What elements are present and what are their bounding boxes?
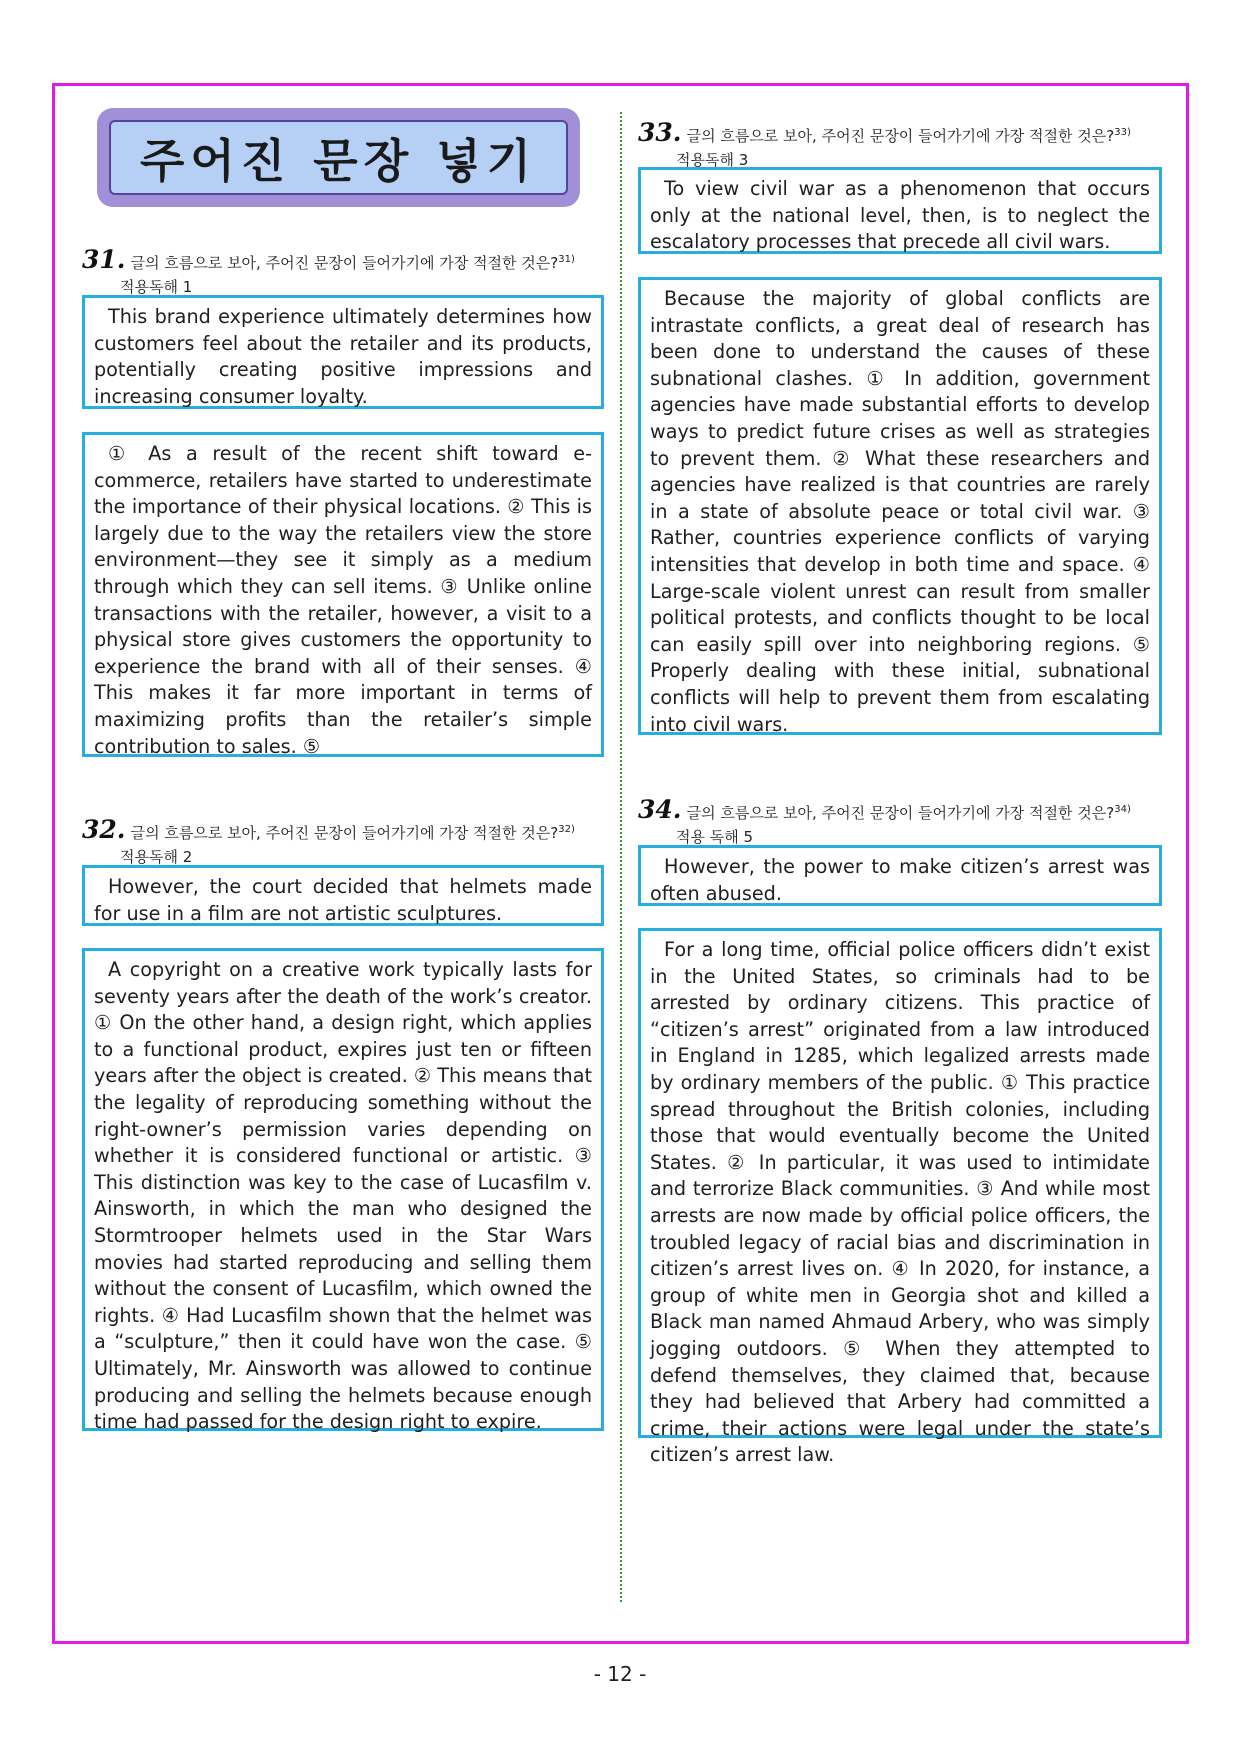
- given-sentence-box: [638, 845, 1162, 906]
- passage-box: [82, 432, 604, 757]
- question-source: 적용독해 2: [120, 848, 193, 866]
- question-number: 32.: [82, 815, 126, 844]
- section-title: 주어진 문장 넣기: [109, 120, 568, 195]
- question-prompt: 글의 흐름으로 보아, 주어진 문장이 들어가기에 가장 적절한 것은?$^{33)}$: [686, 127, 1131, 145]
- question-number: 34.: [638, 795, 682, 824]
- question-34-header: [638, 795, 1131, 847]
- question-33-header: [638, 118, 1131, 170]
- question-prompt: 글의 흐름으로 보아, 주어진 문장이 들어가기에 가장 적절한 것은?$^{31)}$: [130, 254, 575, 272]
- given-sentence-box: [638, 167, 1162, 254]
- given-sentence: This brand experience ultimately determines how customers feel about the retailer and its products, potentially creating positive impressions and increasing consumer loyalty.: [94, 305, 592, 408]
- question-32-header: [82, 815, 575, 867]
- given-sentence: However, the court decided that helmets made for use in a film are not artistic sculptures.: [94, 875, 592, 925]
- question-source: 적용 독해 5: [676, 828, 754, 846]
- passage-text: For a long time, official police officers didn’t exist in the United States, so criminals had to be arrested by ordinary citizens. This practice of “citizen’s arrest” originated from a law introduced in England in 1285, which legalized arrests made by ordinary members of the public. ① This practice spread throughout the British colonies, including those that would eventually become the United States. ② In particular, it was used to intimidate and terrorize Black communities. ③ And while most arrests are now made by official police officers, the troubled legacy of racial bias and discrimination in citizen’s arrest lives on. ④ In 2020, for instance, a group of white men in Georgia shot and killed a Black man named Ahmaud Arbery, who was simply jogging outdoors. ⑤ When they attempted to defend themselves, they claimed that, because they had believed that Arbery had committed a crime, their actions were legal under the state’s citizen’s arrest law.: [650, 938, 1150, 1467]
- passage-box: [638, 928, 1162, 1467]
- question-source: 적용독해 3: [676, 151, 749, 169]
- passage-text: ① As a result of the recent shift toward e-commerce, retailers have started to underestimate the importance of their physical locations. ② This is largely due to the way the retailers view the store environment—they see it simply as a medium through which they can sell items. ③ Unlike online transactions with the retailer, however, a visit to a physical store gives customers the opportunity to experience the brand with all of their senses. ④ This makes it far more important in terms of maximizing profits than the retailer’s simple contribution to sales. ⑤: [94, 442, 592, 758]
- passage-box: [638, 277, 1162, 735]
- passage-text: Because the majority of global conflicts are intrastate conflicts, a great deal of research has been done to understand the causes of these subnational clashes. ① In addition, government agencies have made substantial efforts to develop ways to predict future crises as well as strategies to prevent them. ② What these researchers and agencies have realized is that countries are rarely in a state of absolute peace or total civil war. ③ Rather, countries experience conflicts of varying intensities that develop in both time and space. ④ Large-scale violent unrest can result from smaller political protests, and conflicts thought to be local can easily spill over into neighboring regions. ⑤ Properly dealing with these initial, subnational conflicts will help to prevent them from escalating into civil wars.: [650, 287, 1150, 736]
- question-number: 33.: [638, 118, 682, 147]
- given-sentence: To view civil war as a phenomenon that occurs only at the national level, then, is to neglect the escalatory processes that precede all civil wars.: [650, 177, 1150, 254]
- question-source: 적용독해 1: [120, 278, 193, 296]
- passage-box: [82, 948, 604, 1434]
- column-divider: [620, 112, 622, 1602]
- given-sentence-box: [82, 865, 604, 926]
- given-sentence-box: [82, 295, 604, 409]
- question-prompt: 글의 흐름으로 보아, 주어진 문장이 들어가기에 가장 적절한 것은?$^{32)}$: [130, 824, 575, 842]
- passage-text: A copyright on a creative work typically lasts for seventy years after the death of the work’s creator. ① On the other hand, a design right, which applies to a functional product, expires just ten or fifteen years after the object is created. ② This means that the legality of reproducing something without the right-owner’s permission varies depending on whether it is considered functional or artistic. ③ This distinction was key to the case of Lucasfilm v. Ainsworth, in which the man who designed the Stormtrooper helmets used in the Star Wars movies had started reproducing and selling them without the consent of Lucasfilm, which owned the rights. ④ Had Lucasfilm shown that the helmet was a “sculpture,” then it could have won the case. ⑤ Ultimately, Mr. Ainsworth was allowed to continue producing and selling the helmets because enough time had passed for the design right to expire.: [94, 958, 593, 1434]
- question-number: 31.: [82, 245, 126, 274]
- question-prompt: 글의 흐름으로 보아, 주어진 문장이 들어가기에 가장 적절한 것은?$^{34)}$: [686, 804, 1131, 822]
- given-sentence: However, the power to make citizen’s arrest was often abused.: [650, 855, 1150, 905]
- page-number: - 12 -: [593, 1662, 647, 1686]
- question-31-header: [82, 245, 575, 297]
- section-title-badge: [97, 108, 580, 207]
